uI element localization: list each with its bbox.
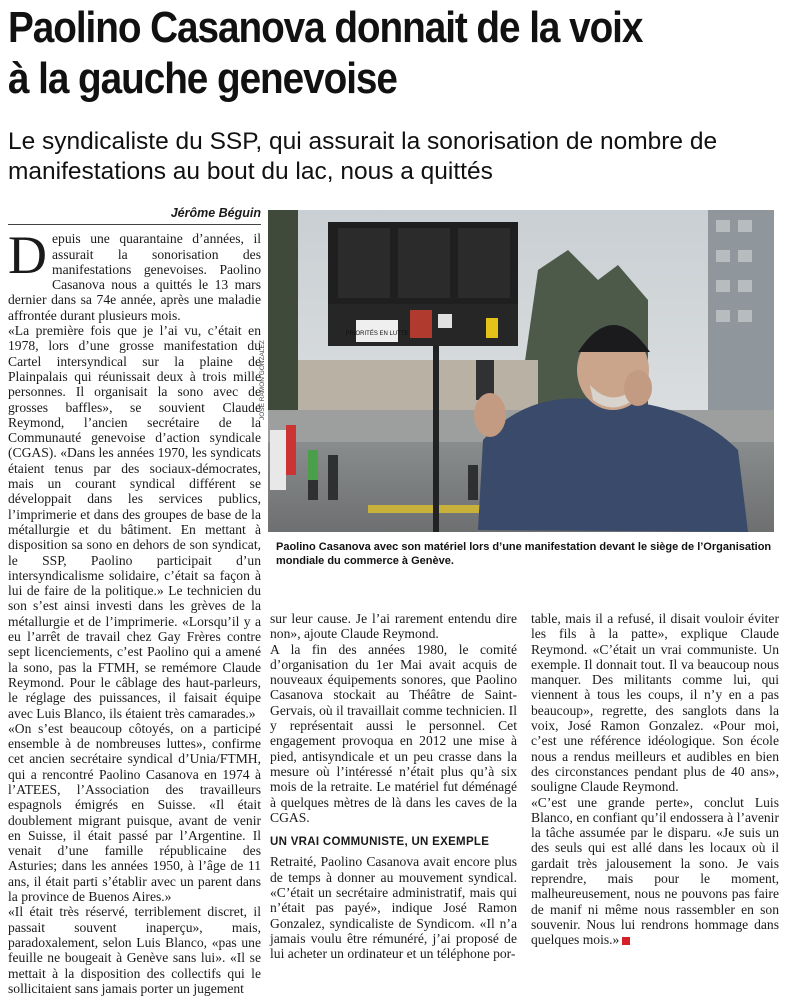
- speaker-sign-text: PRIORITÉS EN LUTTE: [345, 331, 409, 337]
- article-column-1: [8, 206, 261, 996]
- lead-paragraph: Depuis une quarantaine d’années, il assurait la sonorisation des manifestations genevoises. Paolino Casanova nous a quittés le 13 mars dernier dans sa 74e année, après une maladie affrontée durant plusieurs mois.: [8, 225, 261, 323]
- speaker-pole: [433, 320, 439, 532]
- closing-paragraph-text: «C’est une grande perte», conclut Luis Blanco, en confiant qu’il endossera à l’avenir la tâche assumée par le disparu. «Je suis un des seuls qui est allé dans les locaux où il gardait très jalousement la sono. Je vais reprendre, mais pour le moment, malheureusement, nous ne pouvons pas faire de manif ni même nous rassembler en son souvenir. Nous lui rendrons hommage dans quelques mois.»: [531, 794, 779, 948]
- article-headline: [8, 2, 686, 104]
- paragraph: [531, 795, 779, 948]
- paragraph: «La première fois que je l’ai vu, c’était en 1978, lors d’une grosse manifestation du Cartel intersyndical sur la plaine de Plainpalais qui réunissait deux à trois mille personnes. Il organisait la sono avec de grosses baffles», se souvient Claude Reymond, l’ancien secrétaire de la Communauté genevoise d’action syndicale (CGAS). «Dans les années 1970, les syndicats étaient tenus par des sociaux-démocrates, mais un courant syndical différent se développait dans les services publics, l’imprimerie et dans des groupes de base de la métallurgie et du bâtiment. En mettant à disposition sa sono en dehors de son syndicat, le SSP, Paolino participait d’un intersyndicalisme solidaire, c’était sa façon à lui de faire de la politique.» Le technicien du son s’est ainsi investi dans les grèves de la métallurgie et de l’imprimerie. «Lorsqu’il y a eu l’arrêt de travail chez Gay Frères contre sept licenciements, c’est Paolino qui a amené la sono, pas la FTMH, se remémore Claude Reymond. Pour le câblage des haut-parleurs, le réglage des puissances, il faisait équipe avec Luis Blanco, ils étaient très camarades.»: [8, 323, 261, 721]
- photo-illustration: [268, 210, 774, 532]
- paragraph: Retraité, Paolino Casanova avait encore plus de temps à donner au mouvement syndical. «C’était un secrétaire administratif, mais qui n’était pas payé», indique José Ramon Gonzalez, syndicaliste de Syndicom. «Il n’a jamais voulu être rémunéré, j’ai proposé de lui acheter un ordinateur et un téléphone por-: [270, 854, 517, 962]
- paragraph: «On s’est beaucoup côtoyés, on a participé ensemble à de nombreuses luttes», confirme cet ancien secrétaire syndical d’Unia/FTMH, qui a rencontré Paolino Casanova en 1974 à l’ATEES, l’Association des travailleurs espagnols émigrés en Suisse. «Il était doublement migrant puisque, avant de venir en Suisse, il était passé par l’Argentine. Il venait d’une famille républicaine des Asturies; dans les années 1950, à l’âge de 11 ans, il était parti s’établir avec un parent dans la province de Buenos Aires.»: [8, 720, 261, 905]
- paragraph: sur leur cause. Je l’ai rarement entendu dire non», ajoute Claude Reymond.: [270, 611, 517, 642]
- photo-credit: JOSÉ RAMON GONZALEZ: [259, 340, 266, 420]
- photo-caption: Paolino Casanova avec son matériel lors d’une manifestation devant le siège de l’Organisation mondiale du commerce à Genève.: [276, 541, 772, 567]
- article-subhead: Le syndicaliste du SSP, qui assurait la sonorisation de nombre de manifestations au bout du lac, nous a quittés: [8, 128, 718, 185]
- paragraph: table, mais il a refusé, il disait vouloir éviter les fils à la patte», explique Claude Reymond. «C’était un vrai communiste. Un exemple. Il donnait tout. Il va beaucoup nous manquer. Des militants comme lui, qui viennent à tous les coups, il n’y en a pas beaucoup», regrette, des sanglots dans la voix, José Ramon Gonzalez. «Pour moi, c’est une référence idéologique. Son école nous a rendus meilleurs et audibles en bien des circonstances pendant plus de 40 ans», souligne Claude Reymond.: [531, 611, 779, 795]
- article-photo: [268, 210, 774, 532]
- article-column-3: [531, 611, 779, 948]
- article-column-2: [270, 611, 517, 962]
- paragraph: A la fin des années 1980, le comité d’organisation du 1er Mai avait acquis de nouveaux équipements sonores, que Paolino Casanova stockait au Théâtre de Saint-Gervais, où il travaillait comme technicien. Il y représentait aussi le personnel. Cet engagement provoqua en 2012 une mise à pied, antisyndicale et un peu crasse dans la mesure où l’intéressé n’était plus qu’à six mois de la retraite. Le matériel fut déménagé à quelques mètres de là dans les caves de la CGAS.: [270, 641, 517, 825]
- drop-cap: D: [8, 225, 47, 286]
- paragraph: «Il était très réservé, terriblement discret, il passait souvent inaperçu», mais, paradoxalement, selon Luis Blanco, «pas une feuille ne bougeait à Genève sans lui». «Il se mettait à la disposition des collectifs qui le sollicitaient sans jamais porter un jugement: [8, 904, 261, 996]
- section-subtitle: UN VRAI COMMUNISTE, UN EXEMPLE: [270, 836, 490, 849]
- headline-line-1: Paolino Casanova donnait de la voix: [8, 3, 643, 52]
- byline: Jérôme Béguin: [8, 206, 261, 225]
- headline-line-2: à la gauche genevoise: [8, 54, 397, 103]
- end-mark-icon: [622, 937, 630, 945]
